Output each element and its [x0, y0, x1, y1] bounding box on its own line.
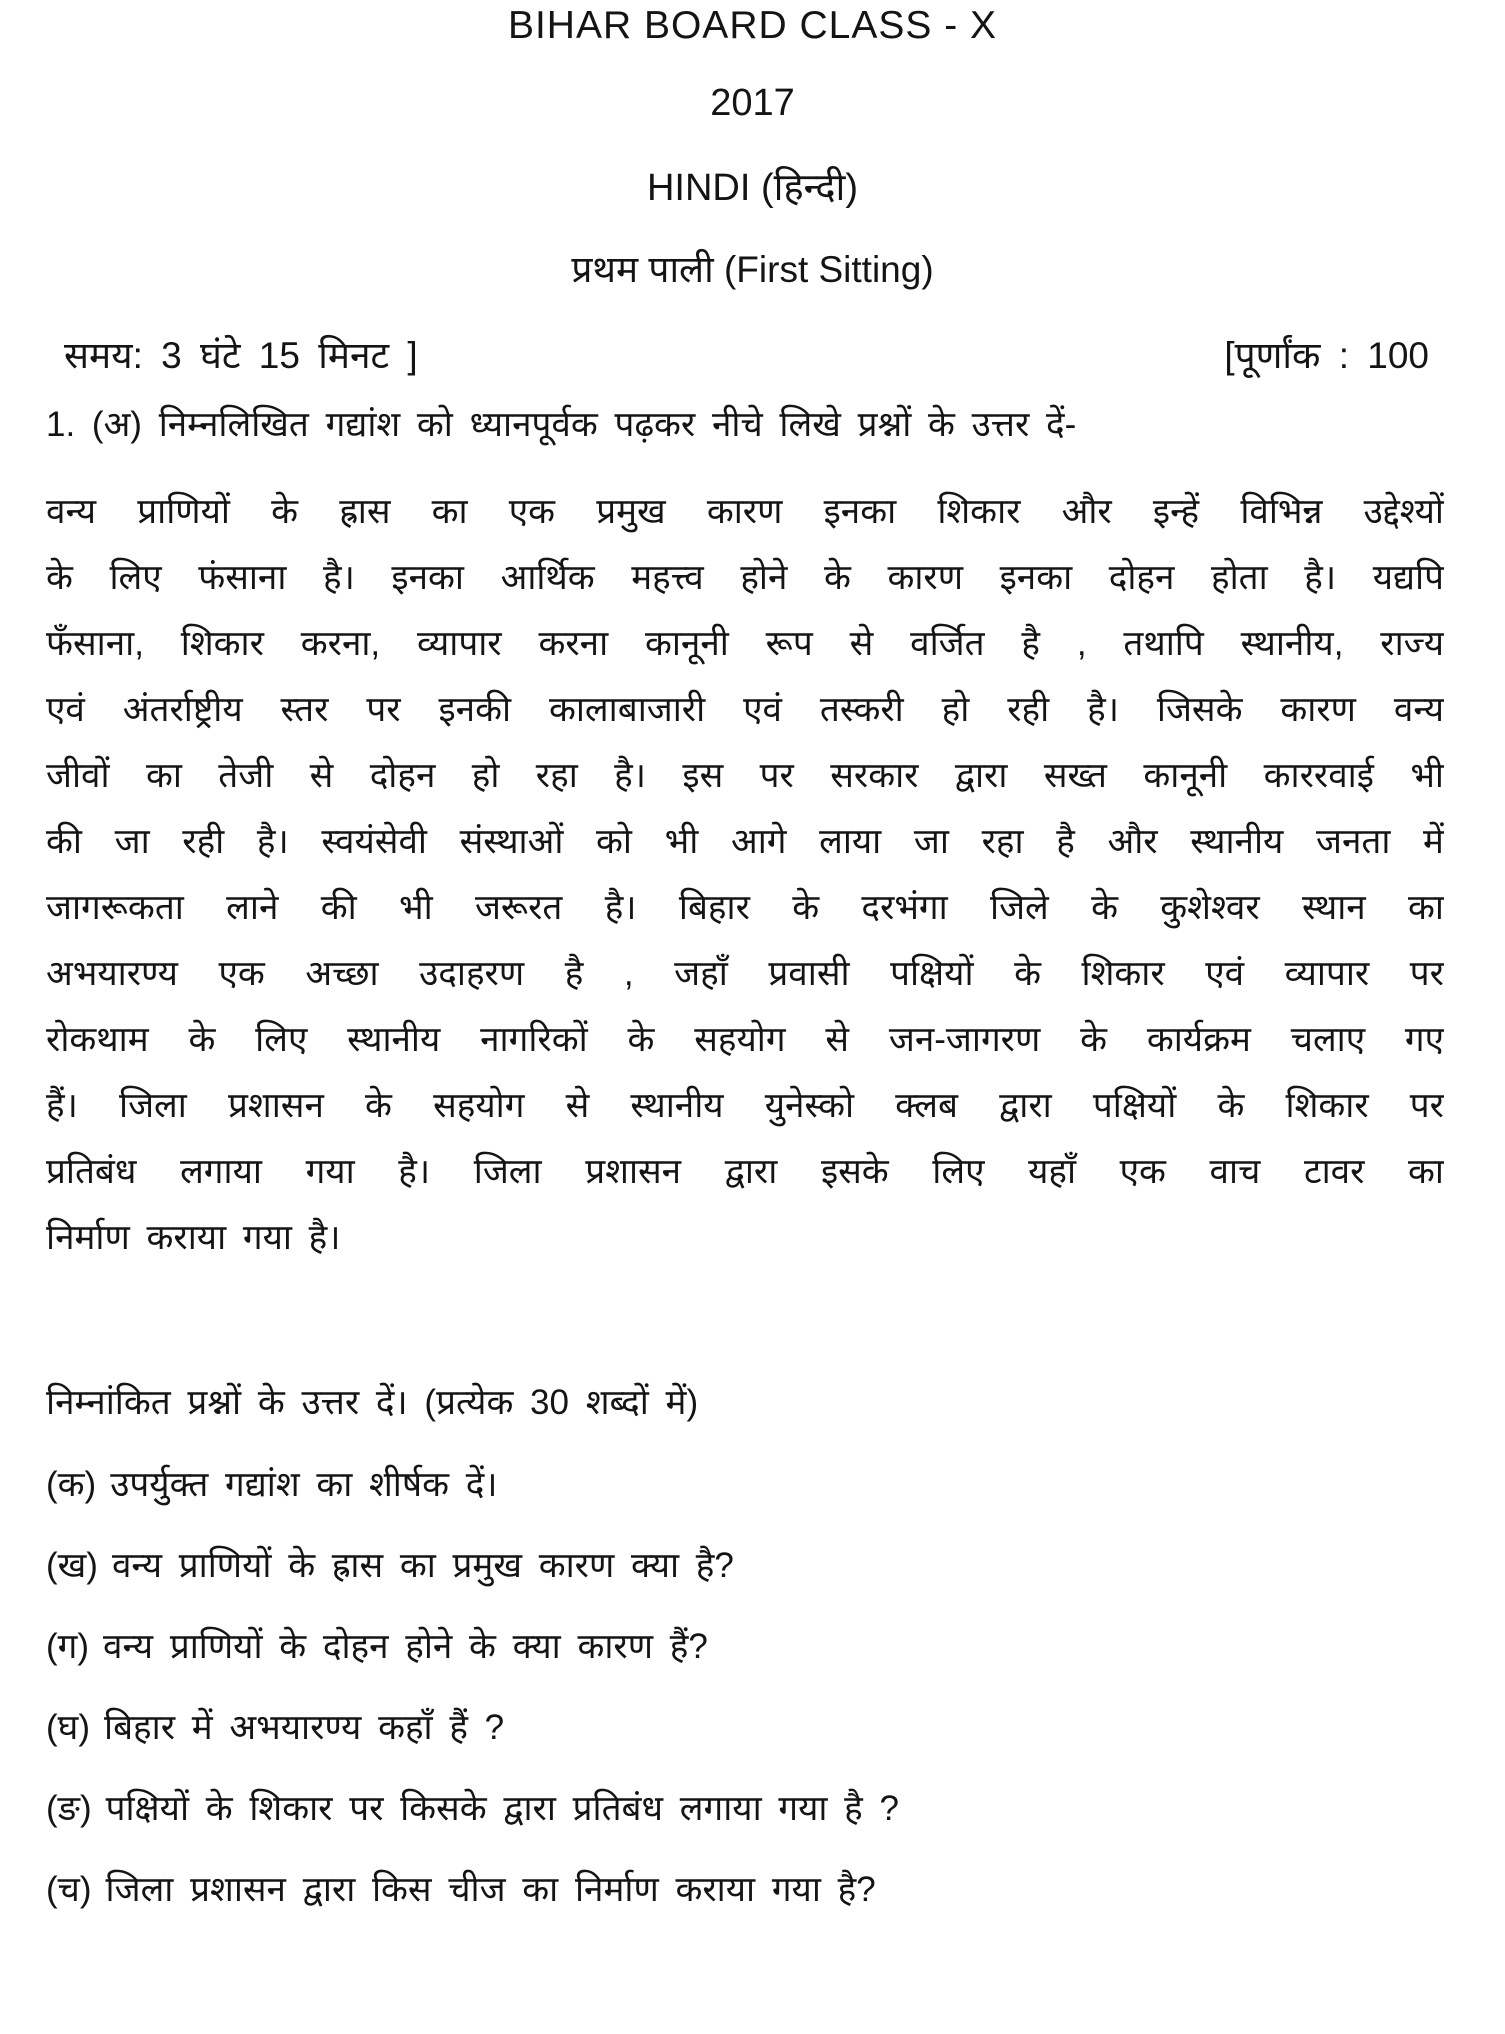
exam-subject: HINDI (हिन्दी): [646, 167, 859, 209]
passage-line: जागरूकता लाने की भी जरूरत है। बिहार के दरभंगा जिले के कुशेश्वर स्थान का: [46, 888, 1444, 927]
question-text: वन्य प्राणियों के ह्रास का प्रमुख कारण क्या है?: [111, 1546, 734, 1585]
question-label: (ख): [46, 1546, 98, 1585]
question-label: (च): [46, 1870, 92, 1909]
passage-line: वन्य प्राणियों के ह्रास का एक प्रमुख कारण इनका शिकार और इन्हें विभिन्न उद्देश्यों: [46, 492, 1444, 531]
subquestions-intro: निम्नांकित प्रश्नों के उत्तर दें। (प्रत्येक 30 शब्दों में): [46, 1383, 699, 1422]
question-text: बिहार में अभयारण्य कहाँ हैं ?: [104, 1708, 505, 1747]
question-text: उपर्युक्त गद्यांश का शीर्षक दें।: [110, 1465, 498, 1504]
passage-line: की जा रही है। स्वयंसेवी संस्थाओं को भी आगे लाया जा रहा है और स्थानीय जनता में: [46, 822, 1444, 861]
question-label: (ङ): [46, 1789, 92, 1828]
passage-line: जीवों का तेजी से दोहन हो रहा है। इस पर सरकार द्वारा सख्त कानूनी काररवाई भी: [46, 756, 1444, 795]
time-allowed: समय: 3 घंटे 15 मिनट ]: [64, 335, 418, 376]
question-label: (घ): [46, 1708, 90, 1747]
passage-line: एवं अंतर्राष्ट्रीय स्तर पर इनकी कालाबाजारी एवं तस्करी हो रही है। जिसके कारण वन्य: [46, 690, 1444, 729]
question-1-intro: 1. (अ) निम्नलिखित गद्यांश को ध्यानपूर्वक पढ़कर नीचे लिखे प्रश्नों के उत्तर दें-: [46, 405, 1077, 444]
question-item: [46, 1703, 504, 1750]
passage-line: रोकथाम के लिए स्थानीय नागरिकों के सहयोग से जन-जागरण के कार्यक्रम चलाए गए: [46, 1020, 1444, 1059]
exam-board-title: BIHAR BOARD CLASS - X: [507, 4, 998, 47]
question-text: पक्षियों के शिकार पर किसके द्वारा प्रतिबंध लगाया गया है ?: [105, 1789, 899, 1828]
passage-line: निर्माण कराया गया है।: [46, 1218, 341, 1257]
passage-line: के लिए फंसाना है। इनका आर्थिक महत्त्व होने के कारण इनका दोहन होता है। यद्यपि: [46, 558, 1444, 597]
question-item: [46, 1865, 876, 1912]
question-text: जिला प्रशासन द्वारा किस चीज का निर्माण कराया गया है?: [105, 1870, 876, 1909]
passage-line: फँसाना, शिकार करना, व्यापार करना कानूनी रूप से वर्जित है , तथापि स्थानीय, राज्य: [46, 624, 1444, 663]
passage-line: हैं। जिला प्रशासन के सहयोग से स्थानीय युनेस्को क्लब द्वारा पक्षियों के शिकार पर: [46, 1086, 1444, 1125]
question-item: [46, 1541, 734, 1588]
exam-year: 2017: [710, 82, 795, 124]
passage-line: अभयारण्य एक अच्छा उदाहरण है , जहाँ प्रवासी पक्षियों के शिकार एवं व्यापार पर: [46, 954, 1444, 993]
question-item: [46, 1622, 708, 1669]
question-item: [46, 1784, 899, 1831]
passage-line: प्रतिबंध लगाया गया है। जिला प्रशासन द्वारा इसके लिए यहाँ एक वाच टावर का: [46, 1152, 1444, 1191]
question-label: (ग): [46, 1627, 90, 1666]
question-label: (क): [46, 1465, 97, 1504]
question-text: वन्य प्राणियों के दोहन होने के क्या कारण हैं?: [103, 1627, 708, 1666]
max-marks: [पूर्णांक : 100: [1224, 335, 1429, 376]
exam-sitting: प्रथम पाली (First Sitting): [571, 249, 934, 290]
question-item: [46, 1460, 498, 1507]
